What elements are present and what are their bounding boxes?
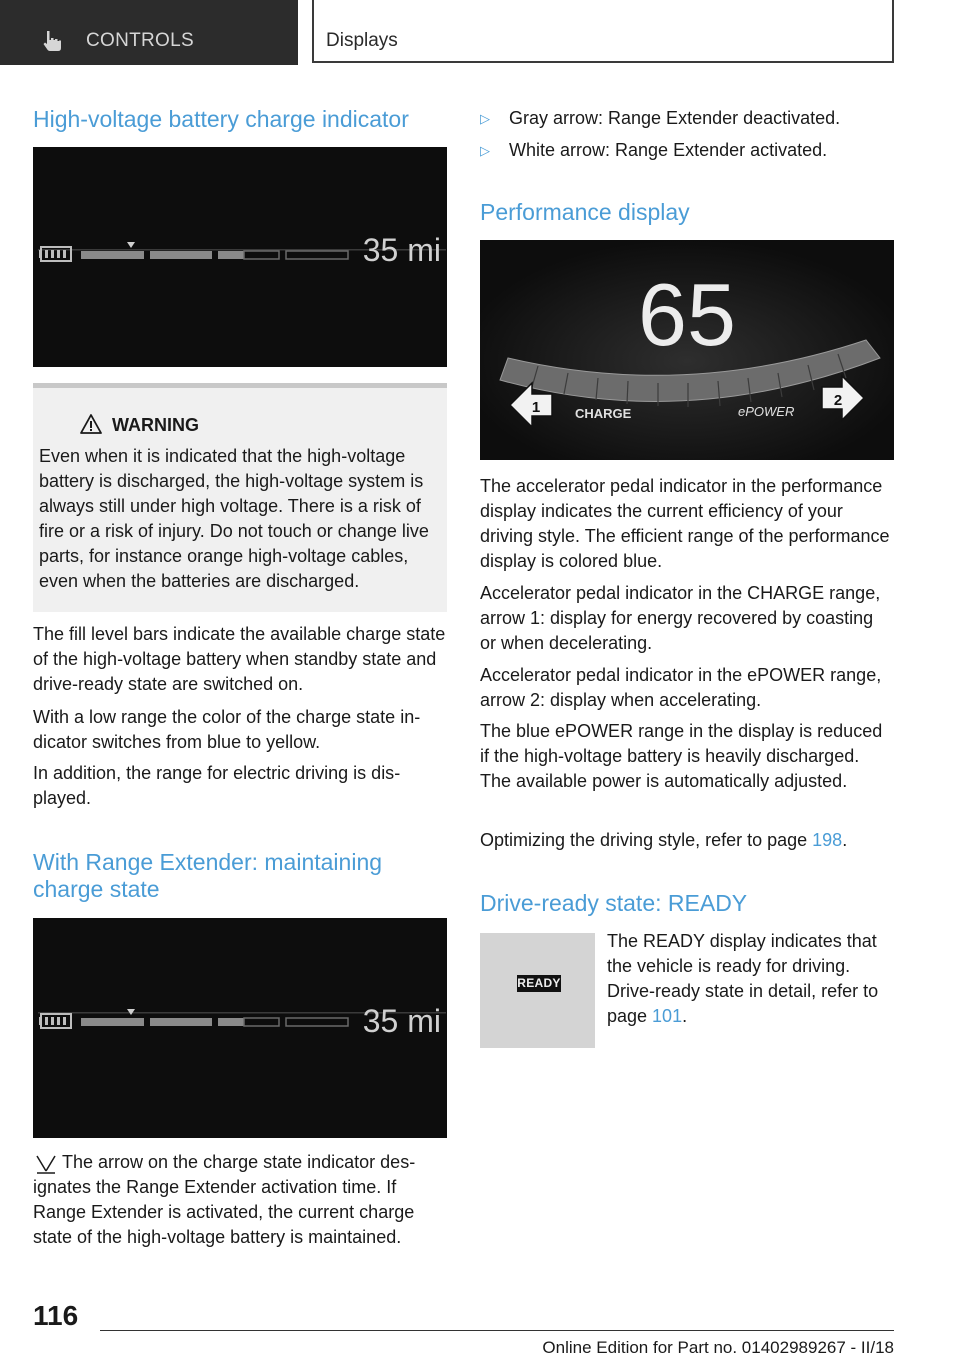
charge-display-image-2 <box>33 918 447 1138</box>
page-number: 116 <box>33 1300 79 1331</box>
paragraph-optimizing: Optimizing the driving style, refer to page 198. <box>480 830 848 850</box>
paragraph-charge-range: Accelerator pedal indicator in the CHARGE range, arrow 1: display for energy recovered by coasting or when decelerating. <box>480 583 881 653</box>
arrow-note-text: The arrow on the charge state indicator designates the Range Extender activation time. If Range Extender is activated, the current charge state of the high-voltage battery is maintained. <box>33 1152 416 1247</box>
paragraph-low-range: With a low range the color of the charge state indicator switches from blue to yellow. <box>33 707 421 752</box>
warning-text: Even when it is indicated that the high-voltage battery is discharged, the high-voltage system is always still under high voltage. There is a risk of fire or a risk of injury. Do not touch or change live parts, for instance orange high-voltage cables, even when the batteries are discharged. <box>39 446 429 591</box>
paragraph-epower-reduced: The blue ePOWER range in the display is reduced if the high-voltage battery is heavily discharged. The available power is automatically adjusted. <box>480 721 883 791</box>
paragraph-accelerator-indicator: The accelerator pedal indicator in the performance display indicates the current efficiency of your driving style. The efficient range of the performance display is colored blue. <box>480 476 890 571</box>
svg-text:1: 1 <box>531 399 541 416</box>
page-link-198[interactable]: 198 <box>812 830 843 850</box>
charge-label: CHARGE <box>575 406 632 421</box>
heading-performance: Performance display <box>480 199 690 225</box>
paragraph-fill-level: The fill level bars indicate the available charge state of the high-voltage battery when standby state and drive-ready state are switched on. <box>33 624 446 694</box>
charge-bar-graphic <box>33 147 447 367</box>
triangle-bullet-icon: ▷ <box>480 111 490 126</box>
triangle-bullet-icon: ▷ <box>480 143 490 158</box>
warning-title: WARNING <box>112 415 199 435</box>
section-tab[interactable] <box>0 0 298 65</box>
paragraph-epower-range: Accelerator pedal indicator in the ePOWER range, arrow 2: display when accelerating. <box>480 665 882 710</box>
edition-note: Online Edition for Part no. 01402989267 - II/18 <box>542 1338 894 1357</box>
paragraph-ready-display: The READY display indicates that the vehicle is ready for driving. <box>607 931 877 976</box>
footer-divider <box>100 1330 894 1331</box>
heading-range-extender: With Range Extender: maintaining charge state <box>33 849 383 902</box>
range-readout-2: 35 mi <box>362 1003 441 1039</box>
ready-badge: READY <box>517 976 561 990</box>
charge-bar-graphic-2 <box>33 918 447 1138</box>
paragraph-range-display: In addition, the range for electric driving is displayed. <box>33 763 401 808</box>
range-readout-1: 35 mi <box>362 232 441 268</box>
charge-display-image-1 <box>33 147 447 367</box>
epower-label: ePOWER <box>738 404 795 419</box>
ready-indicator-image <box>480 933 595 1048</box>
section-label: CONTROLS <box>86 30 194 51</box>
performance-gauge-graphic <box>480 240 894 460</box>
arrow-note-block <box>33 1150 447 1250</box>
speed-readout: 65 <box>638 265 736 364</box>
heading-drive-ready: Drive-ready state: READY <box>480 890 748 916</box>
chapter-label: Displays <box>326 30 398 51</box>
battery-icon-2 <box>39 1014 71 1028</box>
chapter-tab <box>312 0 894 63</box>
paragraph-ready-detail: Drive-ready state in detail, refer to page 101. <box>607 981 879 1026</box>
warning-box <box>33 383 447 612</box>
hand-pointer-icon <box>40 29 64 53</box>
page-link-101[interactable]: 101 <box>652 1006 683 1026</box>
svg-text:2: 2 <box>833 392 843 409</box>
warning-triangle-icon <box>80 414 102 434</box>
heading-charge-indicator: High-voltage battery charge indicator <box>33 106 409 132</box>
performance-display-image <box>480 240 894 460</box>
